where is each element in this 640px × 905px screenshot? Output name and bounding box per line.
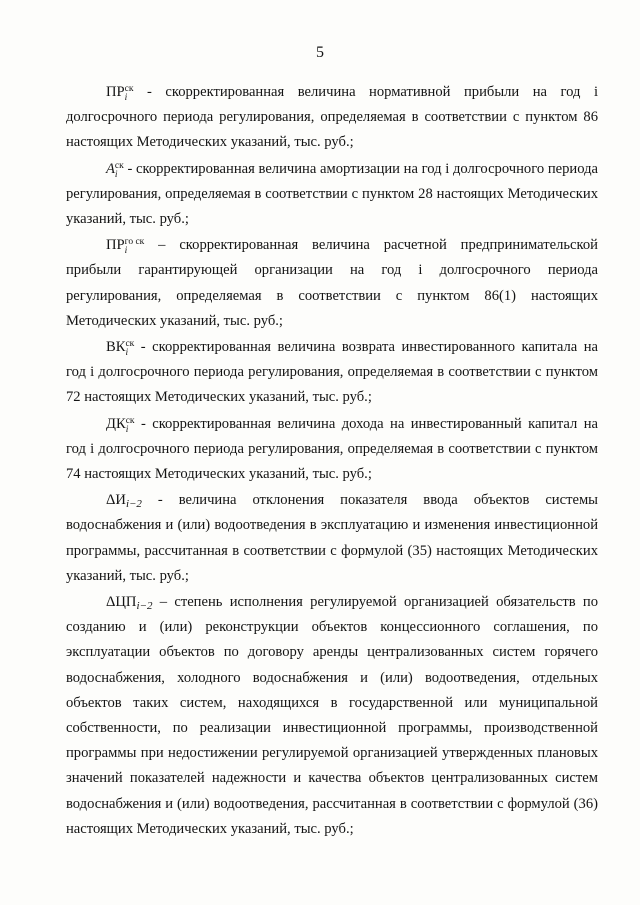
symbol-superscript: го ск <box>124 237 145 248</box>
definition-pr-go <box>66 233 598 334</box>
symbol-subscript: i <box>114 169 118 180</box>
definition-text: - величина отклонения показателя ввода объектов системы водоснабжения и (или) водоотведения в эксплуатацию и изменения инвестиционной программы, рассчитанная в соответствии с формулой (35) настоящих Методических указаний, тыс. руб.; <box>66 492 598 584</box>
definition-pr <box>66 80 598 156</box>
symbol-base: ДК <box>106 415 126 432</box>
symbol-pr <box>106 84 134 103</box>
definition-a <box>66 157 598 233</box>
symbol-superscript: ск <box>125 339 135 350</box>
symbol-delta-i <box>106 492 142 511</box>
symbol-subscript: i−2 <box>136 600 153 613</box>
symbol-subscript: i <box>125 348 129 359</box>
symbol-a <box>106 160 124 180</box>
symbol-base: ПР <box>106 84 125 100</box>
symbol-subscript: i <box>125 424 129 435</box>
definition-text: - скорректированная величина амортизации на год i долгосрочного периода регулирования, определяемая в соответствии с пунктом 28 настоящих Методических указаний, тыс. руб.; <box>66 160 598 228</box>
definition-text: - скорректированная величина дохода на инвестированный капитал на год i долгосрочного периода регулирования, определяемая в соответствии с пунктом 74 настоящих Методических указаний, тыс. руб.; <box>66 415 598 483</box>
symbol-superscript: ск <box>114 160 124 171</box>
symbol-base: A <box>106 160 115 177</box>
definition-text: - скорректированная величина возврата инвестированного капитала на год i долгосрочного периода регулирования, определяемая в соответствии с пунктом 72 настоящих Методических указаний, тыс. руб.; <box>66 339 598 406</box>
definition-delta-cp <box>66 590 598 842</box>
definition-vk <box>66 335 598 411</box>
symbol-subscript: i <box>124 246 128 257</box>
definition-dk <box>66 412 598 488</box>
definition-text: – скорректированная величина расчетной предпринимательской прибыли гарантирующей организации на год i долгосрочного периода регулирования, определяемая в соответствии с пунктом 86(1) настоящих Методических указаний, тыс. руб.; <box>66 237 598 329</box>
symbol-base: ΔИ <box>106 492 126 509</box>
page-number: 5 <box>316 44 324 61</box>
symbol-subscript: i−2 <box>125 498 142 511</box>
symbol-vk <box>106 339 135 359</box>
symbol-superscript: ск <box>124 84 134 94</box>
symbol-base: ΔЦП <box>106 594 137 611</box>
symbol-delta-cp <box>106 594 153 613</box>
symbol-pr-go <box>106 237 145 257</box>
symbol-superscript: ск <box>125 415 135 426</box>
definition-text: - скорректированная величина нормативной прибыли на год i долгосрочного периода регулирования, определяемая в соответствии с пунктом 86 настоящих Методических указаний, тыс. руб.; <box>66 84 598 151</box>
symbol-base: ВК <box>106 339 126 356</box>
symbol-dk <box>106 415 135 435</box>
document-body <box>66 80 598 842</box>
symbol-subscript: i <box>124 93 128 103</box>
definition-delta-i <box>66 488 598 589</box>
symbol-base: ПР <box>106 237 125 254</box>
definition-text: – степень исполнения регулируемой организацией обязательств по созданию и (или) реконструкции объектов концессионного соглашения, по эксплуатации объектов по договору аренды централизованных систем горячего водоснабжения, холодного водоснабжения и (или) водоотведения, отдельных объектов таких систем, находящихся в государственной или муниципальной собственности, по реализации инвестиционной программы, производственной программы при недостижении регулируемой организацией утвержденных плановых значений показателей надежности и качества объектов централизованных систем водоснабжения и (или) водоотведения, рассчитанная в соответствии с формулой (36) настоящих Методических указаний, тыс. руб.; <box>66 594 598 837</box>
